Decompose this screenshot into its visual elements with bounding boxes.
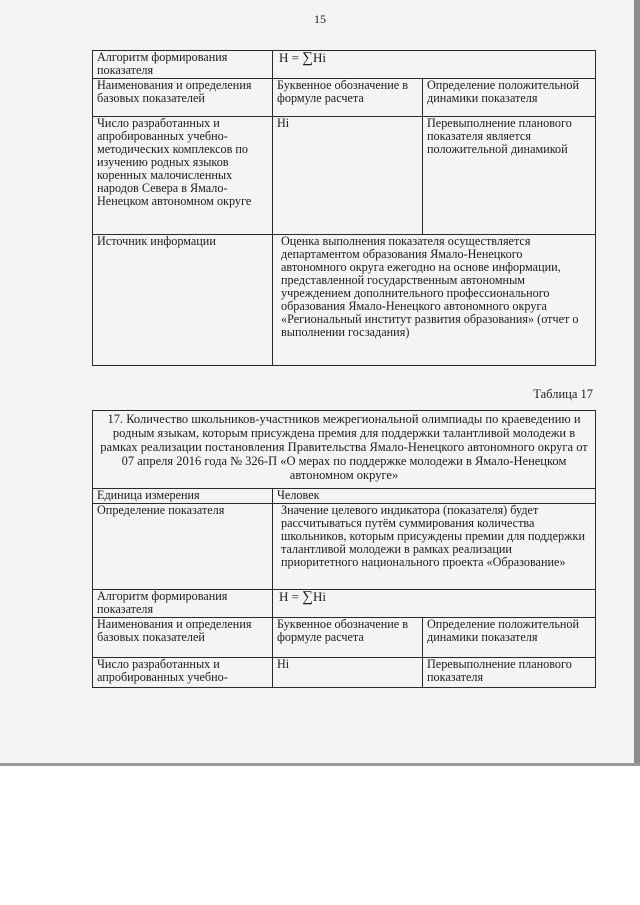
- row-symbol: Hi: [273, 658, 423, 688]
- algorithm-label: Алгоритм формирования показателя: [93, 51, 273, 79]
- table-row: [93, 658, 596, 688]
- scan-edge-shadow: [634, 0, 640, 765]
- algorithm-label: Алгоритм формирования показателя: [93, 590, 273, 618]
- formula-cell: [273, 590, 596, 618]
- source-text: Оценка выполнения показателя осуществляется департаментом образования Ямало-Ненецкого автономного округа ежегодно на основе информации, представленной государственным автономным учреждением дополнительного профессионального образования Ямало-Ненецкого автономного округа «Региональный институт развития образования» (отчет о выполнении госзадания): [273, 235, 596, 366]
- title-row: [93, 411, 596, 489]
- row-dynamics: Перевыполнение планового показателя: [423, 658, 596, 688]
- definition-row: [93, 504, 596, 590]
- sum-symbol: ∑: [302, 50, 313, 66]
- unit-value: Человек: [273, 489, 596, 504]
- definition-label: Определение показателя: [93, 504, 273, 590]
- row-dynamics: Перевыполнение планового показателя является положительной динамикой: [423, 117, 596, 235]
- col-header-dynamics: Определение положительной динамики показателя: [423, 79, 596, 117]
- sum-symbol: ∑: [302, 589, 313, 605]
- header-row: [93, 79, 596, 117]
- algorithm-row: [93, 51, 596, 79]
- formula-rhs: Hi: [312, 50, 326, 65]
- formula-lhs: H =: [279, 589, 303, 604]
- row-name: Число разработанных и апробированных учебно-: [93, 658, 273, 688]
- definition-text: Значение целевого индикатора (показателя) будет рассчитываться путём суммирования количества школьников, которым присуждены премии для поддержки талантливой молодежи в рамках реализации приоритетного национального проекта «Образование»: [273, 504, 596, 590]
- formula-cell: [273, 51, 596, 79]
- row-symbol: Hi: [273, 117, 423, 235]
- formula-rhs: Hi: [312, 589, 326, 604]
- source-row: [93, 235, 596, 366]
- row-name: Число разработанных и апробированных учебно-методических комплексов по изучению родных языков коренных малочисленных народов Севера в Ямало-Ненецком автономном округе: [93, 117, 273, 235]
- unit-row: [93, 489, 596, 504]
- table-caption: Таблица 17: [533, 387, 593, 401]
- col-header-symbol: Буквенное обозначение в формуле расчета: [273, 618, 423, 658]
- unit-label: Единица измерения: [93, 489, 273, 504]
- page-number: 15: [314, 12, 326, 26]
- col-header-dynamics: Определение положительной динамики показателя: [423, 618, 596, 658]
- indicator-table-17: [92, 410, 596, 688]
- indicator-table-16-continued: [92, 50, 596, 366]
- algorithm-row: [93, 590, 596, 618]
- formula-lhs: H =: [279, 50, 303, 65]
- indicator-title: 17. Количество школьников-участников межрегиональной олимпиады по краеведению и родным языкам, которым присуждена премия для поддержки талантливой молодежи в рамках реализации постановления Правительства Ямало-Ненецкого автономного округа от 07 апреля 2016 года № 326-П «О мерах по поддержке молодежи в Ямало-Ненецком автономном округе»: [93, 411, 596, 489]
- col-header-symbol: Буквенное обозначение в формуле расчета: [273, 79, 423, 117]
- col-header-names: Наименования и определения базовых показателей: [93, 618, 273, 658]
- scan-bottom-edge: [0, 763, 640, 766]
- header-row: [93, 618, 596, 658]
- col-header-names: Наименования и определения базовых показателей: [93, 79, 273, 117]
- source-label: Источник информации: [93, 235, 273, 366]
- table-row: [93, 117, 596, 235]
